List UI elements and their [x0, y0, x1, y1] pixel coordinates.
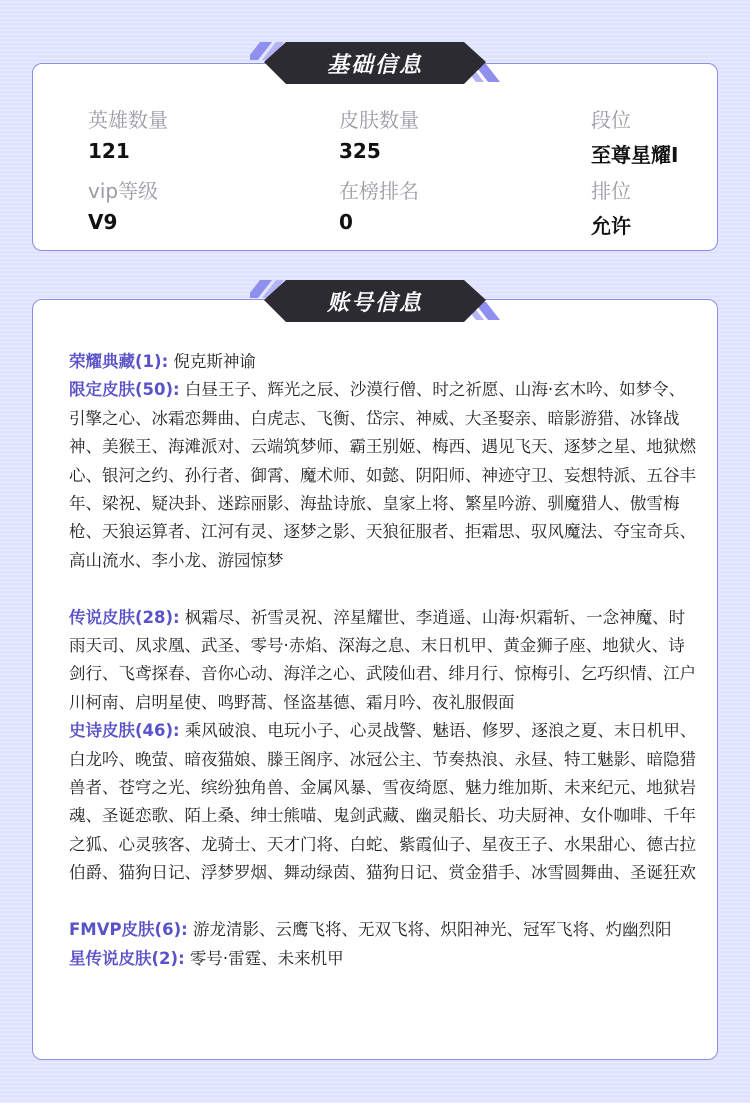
- hero-count-label: 英雄数量: [88, 108, 168, 132]
- basic-info-card: [32, 63, 718, 251]
- group-title: FMVP皮肤(6):: [69, 920, 188, 940]
- group-title: 限定皮肤(50):: [69, 380, 180, 400]
- hero-count-field: [88, 104, 168, 163]
- list-item: [69, 945, 699, 973]
- group-items: 零号·雷霆、未来机甲: [189, 948, 344, 968]
- skin-count-field: [339, 104, 419, 163]
- group-title: 传说皮肤(28):: [69, 607, 180, 627]
- list-item: [69, 717, 699, 887]
- vip-value: V9: [88, 210, 118, 234]
- skin-count-label: 皮肤数量: [339, 108, 419, 132]
- hero-count-value: 121: [88, 139, 130, 163]
- ranked-label: 排位: [591, 179, 631, 203]
- skin-count-value: 325: [339, 139, 381, 163]
- account-info-body: [69, 348, 699, 973]
- list-item: [69, 916, 699, 944]
- group-title: 星传说皮肤(2):: [69, 948, 185, 968]
- rank-value: 至尊星耀I: [591, 143, 679, 167]
- account-info-header: [250, 276, 500, 324]
- ranked-value: 允许: [591, 214, 631, 238]
- group-items: 枫霜尽、祈雪灵祝、淬星耀世、李逍遥、山海·炽霜斩、一念神魔、时雨天司、凤求凰、武圣、零号·赤焰、深海之息、末日机甲、黄金狮子座、地狱火、诗剑行、飞鸢探春、音你心动、海洋之心、武陵仙君、绯月行、惊梅引、乞巧织情、江户川柯南、启明星使、鸣野蒿、怪盗基德、霜月吟、夜礼服假面: [69, 607, 696, 712]
- list-item: [69, 376, 699, 575]
- vip-field: [88, 175, 158, 234]
- account-info-title: 账号信息: [326, 291, 423, 316]
- group-items: 游龙清影、云鹰飞将、无双飞将、炽阳神光、冠军飞将、灼幽烈阳: [192, 920, 672, 940]
- leaderboard-field: [339, 175, 419, 234]
- group-title: 史诗皮肤(46):: [69, 721, 180, 741]
- group-items: 倪克斯神谕: [173, 352, 256, 371]
- vip-label: vip等级: [88, 179, 159, 203]
- group-items: 白昼王子、辉光之辰、沙漠行僧、时之祈愿、山海·玄木吟、如梦令、引擎之心、冰霜恋舞曲、白虎志、飞衡、岱宗、神威、大圣娶亲、暗影游猎、冰锋战神、美猴王、海滩派对、云端筑梦师、霸王别姬、梅西、遇见飞天、逐梦之星、地狱燃心、银河之约、孙行者、御霄、魔术师、如懿、阴阳师、神迹守卫、妄想特派、五谷丰年、梁祝、疑决卦、迷踪丽影、海盐诗旅、皇家上将、繁星吟游、驯魔猎人、傲雪梅枪、天狼运算者、江河有灵、逐梦之影、天狼征服者、拒霜思、驭风魔法、夺宝奇兵、高山流水、李小龙、游园惊梦: [69, 380, 696, 570]
- ranked-field: [591, 175, 631, 239]
- group-title: 荣耀典藏(1):: [69, 352, 169, 371]
- rank-label: 段位: [591, 108, 631, 132]
- basic-info-header: [250, 38, 500, 86]
- account-info-card: [32, 299, 718, 1060]
- leaderboard-value: 0: [339, 210, 353, 234]
- leaderboard-label: 在榜排名: [339, 179, 419, 203]
- group-items: 乘风破浪、电玩小子、心灵战警、魅语、修罗、逐浪之夏、末日机甲、白龙吟、晚萤、暗夜猫娘、滕王阁序、冰冠公主、节奏热浪、永昼、特工魅影、暗隐猎兽者、苍穹之光、缤纷独角兽、金属风暴、雪夜绮愿、魅力维加斯、未来纪元、地狱岩魂、圣诞恋歌、陌上桑、绅士熊喵、鬼剑武藏、幽灵船长、功夫厨神、女仆咖啡、千年之狐、心灵骇客、龙骑士、天才门将、白蛇、紫霞仙子、星夜王子、水果甜心、德古拉伯爵、猫狗日记、浮梦罗烟、舞动绿茵、猫狗日记、赏金猎手、冰雪圆舞曲、圣诞狂欢: [69, 721, 697, 883]
- rank-field: [591, 104, 678, 168]
- basic-info-title: 基础信息: [326, 53, 423, 78]
- list-item: [69, 604, 699, 718]
- list-item: [69, 348, 699, 376]
